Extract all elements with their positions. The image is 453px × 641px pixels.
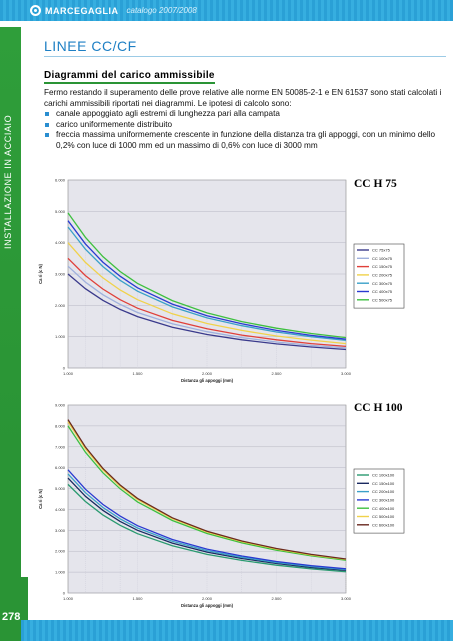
brand <box>30 4 197 17</box>
y-tick-label: 1.000 <box>54 334 65 340</box>
legend-label: CC 400x100 <box>372 505 395 511</box>
list-item <box>44 120 446 131</box>
x-tick-label: 2.500 <box>271 371 282 376</box>
y-tick-label: 5.000 <box>54 208 65 214</box>
catalog-subtitle: catalogo 2007/2008 <box>126 6 197 15</box>
legend-label: CC 400x75 <box>372 289 393 295</box>
x-tick-label: 1.500 <box>132 371 143 376</box>
intro-paragraph: Fermo restando il superamento delle prove relative alle norme EN 50085-2-1 e EN 61537 sono stati calcolati i carichi ammissibili riportati nei diagrammi. Le ipotesi di calcolo sono: <box>44 88 442 108</box>
section-title: Diagrammi del carico ammissibile <box>44 70 215 84</box>
title-divider <box>44 56 446 57</box>
x-tick-label: 2.500 <box>271 596 282 601</box>
chart-title-h100: CC H 100 <box>354 402 403 414</box>
legend-label: CC 150x75 <box>372 264 393 270</box>
y-tick-label: 4.000 <box>54 240 65 246</box>
bullet-text: carico uniformemente distribuito <box>56 119 173 129</box>
legend-label: CC 500x100 <box>372 514 395 520</box>
y-tick-label: 6.000 <box>54 177 65 183</box>
legend-label: CC 300x100 <box>372 497 395 503</box>
x-tick-label: 3.000 <box>340 371 352 376</box>
footer-bar <box>21 620 453 641</box>
legend-label: CC 100x100 <box>372 472 395 478</box>
bullet-square-icon <box>45 112 49 116</box>
x-tick-label: 1.000 <box>62 371 74 376</box>
legend-label: CC 100x75 <box>372 255 393 261</box>
y-axis-label: Ca ri (c N) <box>38 489 43 509</box>
y-tick-label: 9.000 <box>54 402 65 408</box>
list-item <box>44 109 446 120</box>
chart-title-h75: CC H 75 <box>354 178 397 190</box>
x-tick-label: 1.000 <box>62 596 74 601</box>
y-tick-label: 7.000 <box>54 444 65 450</box>
y-tick-label: 8.000 <box>54 423 65 429</box>
chart-h100 <box>28 397 453 612</box>
y-tick-label: 2.000 <box>54 548 65 554</box>
y-tick-label: 6.000 <box>54 465 65 471</box>
legend-label: CC 600x100 <box>372 522 395 528</box>
bullet-text: freccia massima uniformemente crescente in funzione della distanza tra gli appoggi, con un minimo dello 0,2% con luce di 1000 mm ed un massimo di 0,6% con luce di 3000 mm <box>56 130 436 150</box>
y-tick-label: 5.000 <box>54 486 65 492</box>
y-tick-label: 2.000 <box>54 302 65 308</box>
page-number: 278 <box>2 611 21 623</box>
y-tick-label: 3.000 <box>54 271 65 277</box>
bullet-list <box>44 109 446 151</box>
bullet-text: canale appoggiato agli estremi di lunghezza pari alla campata <box>56 109 280 118</box>
legend-label: CC 150x100 <box>372 480 395 486</box>
list-item <box>44 130 446 151</box>
brand-logo-icon <box>30 5 41 16</box>
y-axis-label: Ca ri (c N) <box>38 264 43 284</box>
y-tick-label: 3.000 <box>54 527 65 533</box>
y-tick-label: 1.000 <box>54 569 65 575</box>
y-tick-label: 0 <box>62 590 65 596</box>
legend-label: CC 200x75 <box>372 272 393 278</box>
y-tick-label: 0 <box>62 365 65 371</box>
bullet-square-icon <box>45 123 49 127</box>
chart-h75 <box>28 172 453 387</box>
brand-name: MARCEGAGLIA <box>45 5 119 16</box>
x-tick-label: 1.500 <box>132 596 143 601</box>
header-bar <box>0 0 453 21</box>
x-tick-label: 3.000 <box>340 596 352 601</box>
sidebar-section-label: INSTALLAZIONE IN ACCIAIO <box>3 114 13 250</box>
legend-label: CC 300x75 <box>372 280 393 286</box>
legend-label: CC 500x75 <box>372 297 393 303</box>
bullet-square-icon <box>45 133 49 137</box>
legend-label: CC 75x75 <box>372 247 390 253</box>
x-axis-label: Distanza gli appoggi (mm) <box>180 378 234 383</box>
x-tick-label: 2.000 <box>201 596 213 601</box>
sidebar <box>0 27 21 641</box>
legend-label: CC 200x100 <box>372 489 395 495</box>
page-title: LINEE CC/CF <box>44 38 137 54</box>
x-tick-label: 2.000 <box>201 371 213 376</box>
y-tick-label: 4.000 <box>54 506 65 512</box>
x-axis-label: Distanza gli appoggi (mm) <box>180 603 234 608</box>
